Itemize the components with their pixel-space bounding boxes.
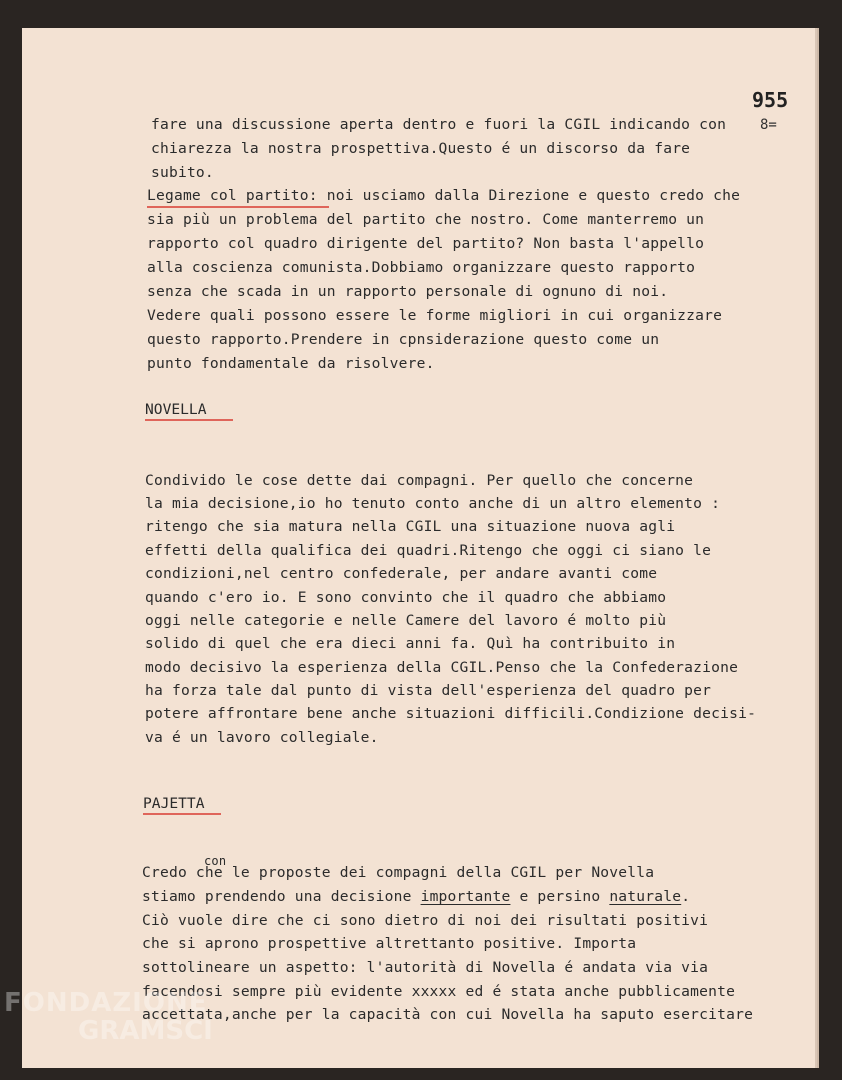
text-line: effetti della qualifica dei quadri.Ritengo che oggi ci siano le [145, 542, 712, 559]
text-line: la mia decisione,io ho tenuto conto anche di un altro elemento : [145, 495, 721, 512]
text-line: potere affrontare bene anche situazioni difficili.Condizione decisi- [145, 705, 757, 722]
page-number: 955 [752, 88, 789, 112]
watermark-logo: FONDAZIONE [4, 988, 208, 1018]
text-line: ha forza tale dal punto di vista dell'esperienza del quadro per [145, 682, 712, 699]
text-line: facendosi sempre più evidente xxxxx ed é stata anche pubblicamente [142, 983, 736, 1000]
text-line: che si aprono prospettive altrettanto positive. Importa [142, 935, 637, 952]
paragraph-heading: Legame col partito: [147, 187, 318, 204]
text-line: alla coscienza comunista.Dobbiamo organizzare questo rapporto [147, 259, 696, 276]
text-line: sottolineare un aspetto: l'autorità di Novella é andata via via [142, 959, 709, 976]
text-line: Condivido le cose dette dai compagni. Per quello che concerne [145, 472, 694, 489]
text-line: Legame col partito: noi usciamo dalla Direzione e questo credo che [147, 187, 741, 204]
text-line: fare una discussione aperta dentro e fuori la CGIL indicando con [151, 116, 727, 133]
text-line: rapporto col quadro dirigente del partito? Non basta l'appello [147, 235, 705, 252]
document-page [22, 28, 815, 1068]
text-line: stiamo prendendo una decisione importante e persino naturale. [142, 888, 691, 905]
text-line: oggi nelle categorie e nelle Camere del lavoro é molto più [145, 612, 667, 629]
text-line: quando c'ero io. E sono convinto che il quadro che abbiamo [145, 589, 667, 606]
watermark-logo-sub: GRAMSCI [78, 1016, 213, 1046]
red-underline [147, 206, 329, 208]
red-underline [145, 419, 233, 421]
text-line: Credo che le proposte dei compagni della CGIL per Novella [142, 864, 655, 881]
text-line: ritengo che sia matura nella CGIL una situazione nuova agli [145, 518, 676, 535]
text-line: subito. [151, 164, 214, 181]
text-line: condizioni,nel centro confederale, per andare avanti come [145, 565, 658, 582]
text-line: Vedere quali possono essere le forme migliori in cui organizzare [147, 307, 723, 324]
text-line: Ciò vuole dire che ci sono dietro di noi dei risultati positivi [142, 912, 709, 929]
text-line: sia più un problema del partito che nostro. Come manterremo un [147, 211, 705, 228]
text-line: solido di quel che era dieci anni fa. Quì ha contribuito in [145, 635, 676, 652]
page-subnumber: 8= [760, 117, 777, 133]
red-underline [143, 813, 221, 815]
speaker-heading: PAJETTA [143, 795, 205, 812]
text-line: modo decisivo la esperienza della CGIL.Penso che la Confederazione [145, 659, 739, 676]
handwritten-insert: con [204, 854, 227, 868]
text-line: accettata,anche per la capacità con cui Novella ha saputo esercitare [142, 1006, 754, 1023]
text-line: chiarezza la nostra prospettiva.Questo é un discorso da fare [151, 140, 691, 157]
text-line: punto fondamentale da risolvere. [147, 355, 435, 372]
text-line: senza che scada in un rapporto personale di ognuno di noi. [147, 283, 669, 300]
text-line: va é un lavoro collegiale. [145, 729, 379, 746]
text-line: questo rapporto.Prendere in cpnsiderazione questo come un [147, 331, 660, 348]
speaker-heading: NOVELLA [145, 401, 207, 418]
